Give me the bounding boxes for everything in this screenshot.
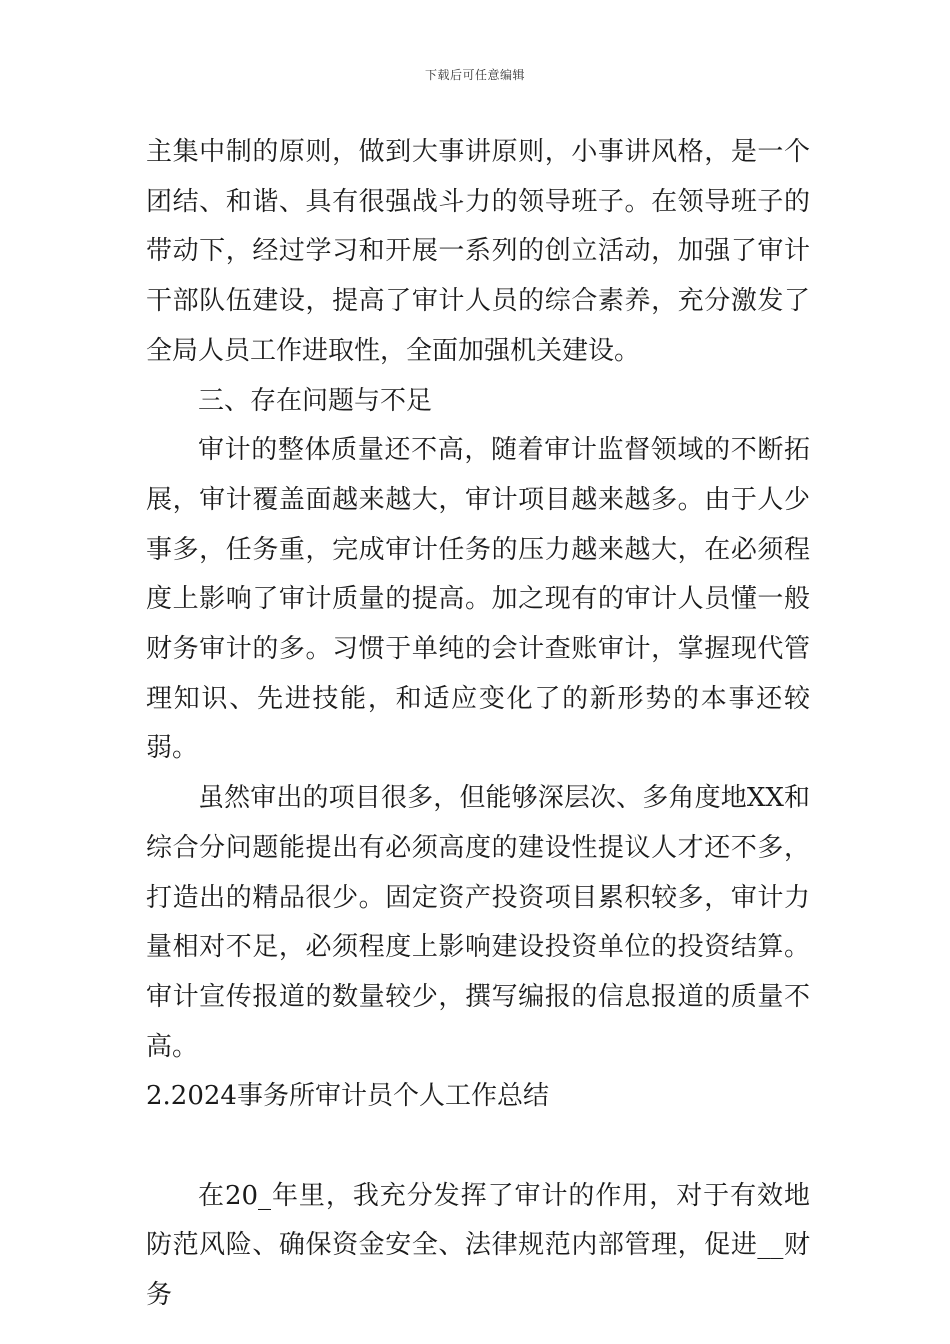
blank-line <box>146 1122 810 1172</box>
document-body <box>146 128 810 1321</box>
paragraph-audit-role: 在20_年里，我充分发挥了审计的作用，对于有效地防范风险、确保资金安全、法律规范内部管理，促进__财务 <box>146 1180 810 1311</box>
paragraph-leadership: 主集中制的原则，做到大事讲原则，小事讲风格，是一个团结、和谐、具有很强战斗力的领导班子。在领导班子的带动下，经过学习和开展一系列的创立活动，加强了审计干部队伍建设，提高了审计人员的综合素养，充分激发了全局人员工作进取性，全面加强机关建设。 <box>146 137 810 366</box>
page-header-note: 下载后可任意编辑 <box>424 68 525 82</box>
paragraph-audit-projects: 虽然审出的项目很多，但能够深层次、多角度地XX和综合分问题能提出有必须高度的建设性提议人才还不多，打造出的精品很少。固定资产投资项目累积较多，审计力量相对不足，必须程度上影响建设投资单位的投资结算。审计宣传报道的数量较少，撰写编报的信息报道的质量不高。 <box>146 783 810 1062</box>
paragraph-audit-quality: 审计的整体质量还不高，随着审计监督领域的不断拓展，审计覆盖面越来越大，审计项目越来越多。由于人少事多，任务重，完成审计任务的压力越来越大，在必须程度上影响了审计质量的提高。加之现有的审计人员懂一般财务审计的多。习惯于单纯的会计查账审计，掌握现代管理知识、先进技能，和适应变化了的新形势的本事还较弱。 <box>146 435 810 764</box>
item-heading-summary-2: 2.2024事务所审计员个人工作总结 <box>146 1081 549 1112</box>
section-heading-problems: 三、存在问题与不足 <box>198 385 433 416</box>
